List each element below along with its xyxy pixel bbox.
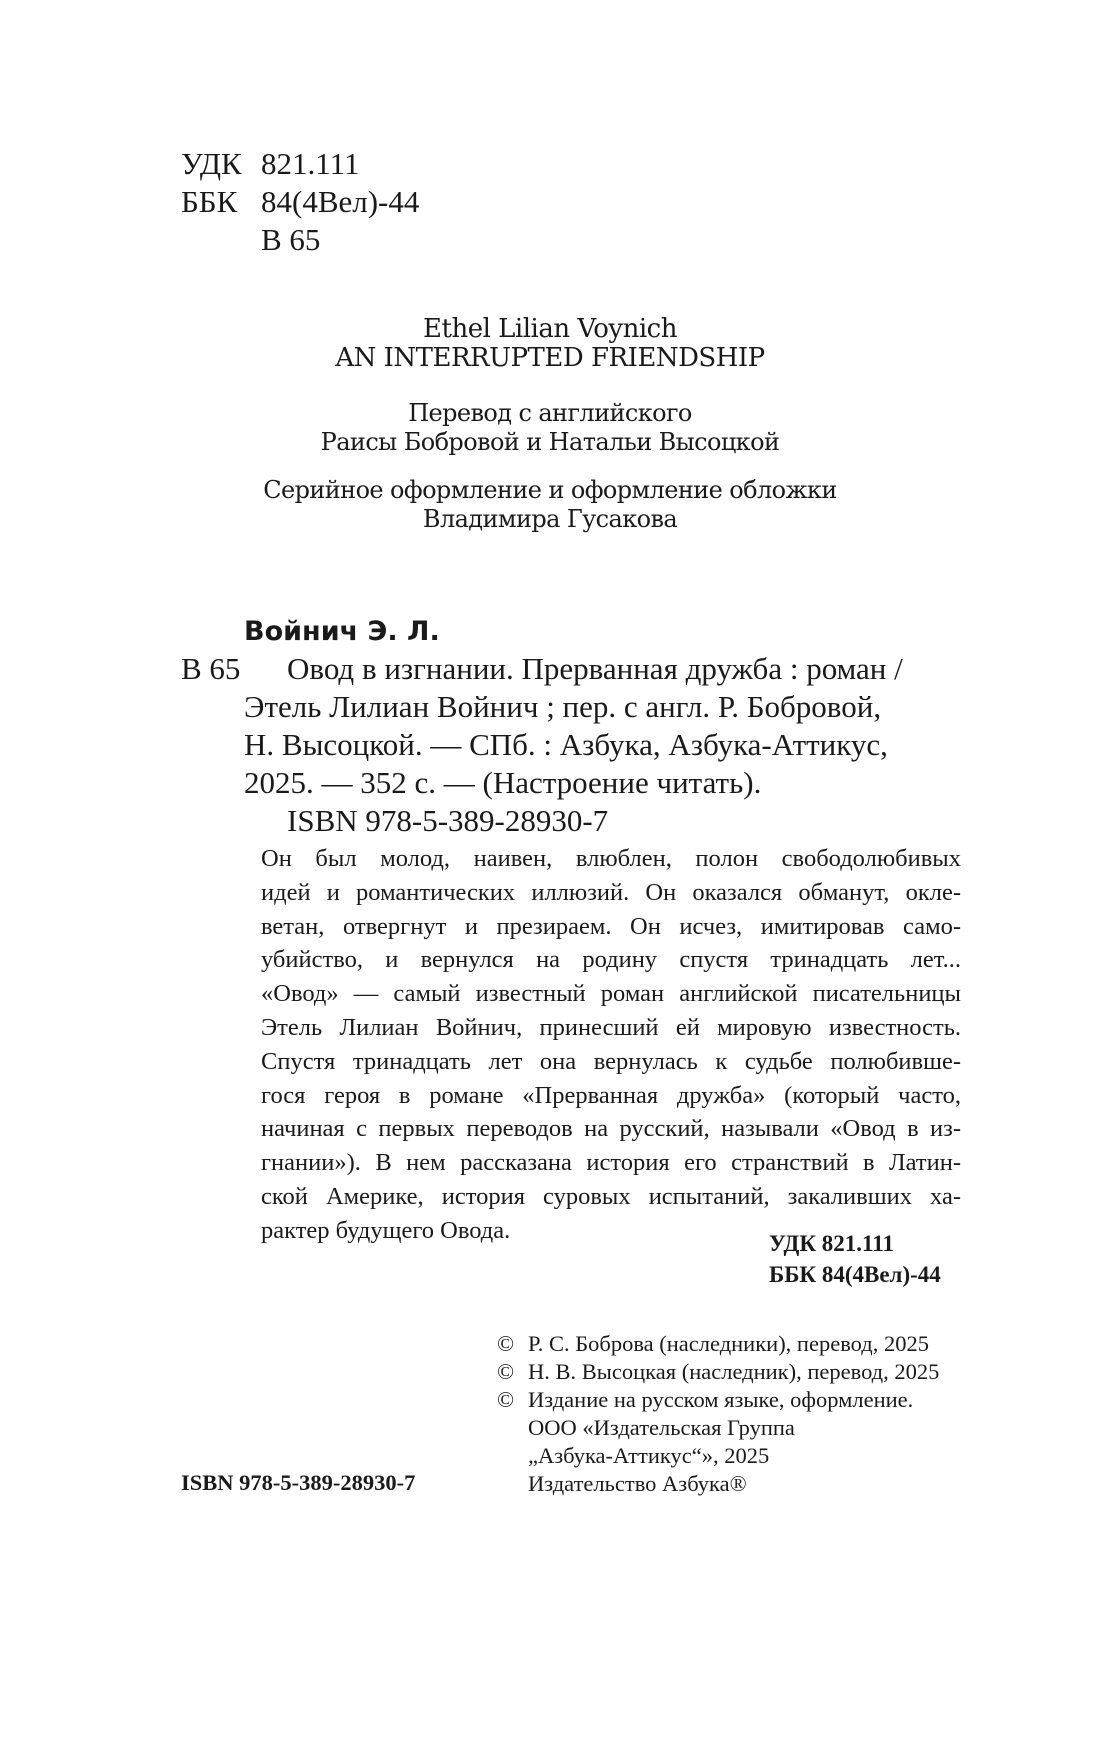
udk-code: УДК 821.111 [769, 1231, 895, 1256]
copyright-item: Н. В. Высоцкая (наследник), перевод, 2025 [528, 1359, 940, 1384]
record-line-1: Овод в изгнании. Прерванная дружба : роман / [287, 651, 903, 686]
isbn-bottom: ISBN 978-5-389-28930-7 [181, 1470, 416, 1495]
annotation-line: гнании»). В нем рассказана история его странствий в Латин- [261, 1149, 961, 1177]
record-line-4: 2025. — 352 с. — (Настроение читать). [244, 765, 762, 800]
design-credit-line-1: Серийное оформление и оформление обложки [263, 476, 837, 504]
copyright-continuation: ООО «Издательская Группа [528, 1415, 795, 1440]
annotation [261, 842, 961, 1248]
bbk-value: 84(4Вел)-44 [261, 184, 420, 219]
copyright-sign: © [497, 1331, 515, 1356]
annotation-line: ветан, отвергнут и презираем. Он исчез, имитировав само- [261, 912, 961, 940]
record-author: Войнич Э. Л. [244, 616, 440, 647]
copyright-item: Издание на русском языке, оформление. [528, 1387, 914, 1412]
annotation-line: идей и романтических иллюзий. Он оказался обманут, окле- [261, 878, 961, 906]
record-isbn: ISBN 978-5-389-28930-7 [287, 803, 609, 838]
annotation-line: рактер будущего Овода. [261, 1216, 511, 1244]
annotation-line: Он был молод, наивен, влюблен, полон свободолюбивых [261, 845, 961, 872]
translation-credit-line-1: Перевод с английского [408, 399, 692, 427]
publisher-name: Издательство Азбука® [528, 1471, 747, 1496]
annotation-line: «Овод» — самый известный роман английской писательницы [261, 980, 961, 1008]
record-line-2: Этель Лилиан Войнич ; пер. с англ. Р. Бобровой, [244, 689, 882, 724]
udk-value: 821.111 [261, 146, 360, 181]
author-mark: В 65 [261, 222, 321, 257]
annotation-line: убийство, и вернулся на родину спустя тринадцать лет... [261, 946, 961, 974]
annotation-line: ской Америке, история суровых испытаний, закаливших ха- [261, 1182, 961, 1210]
annotation-line: гося героя в романе «Прерванная дружба» (который часто, [261, 1081, 961, 1109]
design-credit-line-2: Владимира Гусакова [422, 505, 678, 533]
copyright-item: Р. С. Боброва (наследники), перевод, 2025 [528, 1331, 929, 1356]
udk-label: УДК [181, 146, 242, 181]
copyright-sign: © [497, 1387, 515, 1412]
bbk-label: ББК [181, 184, 238, 219]
copyright-continuation: „Азбука-Аттикус“», 2025 [528, 1443, 770, 1468]
record-line-3: Н. Высоцкой. — СПб. : Азбука, Азбука-Аттикус, [244, 727, 888, 762]
copyright-block [0, 1330, 1100, 1480]
record-mark: В 65 [181, 651, 241, 686]
annotation-line: начиная с первых переводов на русский, называли «Овод в из- [261, 1115, 961, 1143]
classification-block [0, 146, 600, 258]
bbk-code: ББК 84(4Вел)-44 [769, 1262, 941, 1287]
original-author: Ethel Lilian Voynich [423, 314, 677, 344]
annotation-line: Этель Лилиан Войнич, принесший ей мировую известность. [261, 1013, 961, 1041]
copyright-sign: © [497, 1359, 515, 1384]
annotation-line: Спустя тринадцать лет она вернулась к судьбе полюбивше- [261, 1047, 961, 1075]
original-title: AN INTERRUPTED FRIENDSHIP [335, 343, 765, 373]
translation-credit-line-2: Раисы Бобровой и Натальи Высоцкой [320, 428, 780, 456]
